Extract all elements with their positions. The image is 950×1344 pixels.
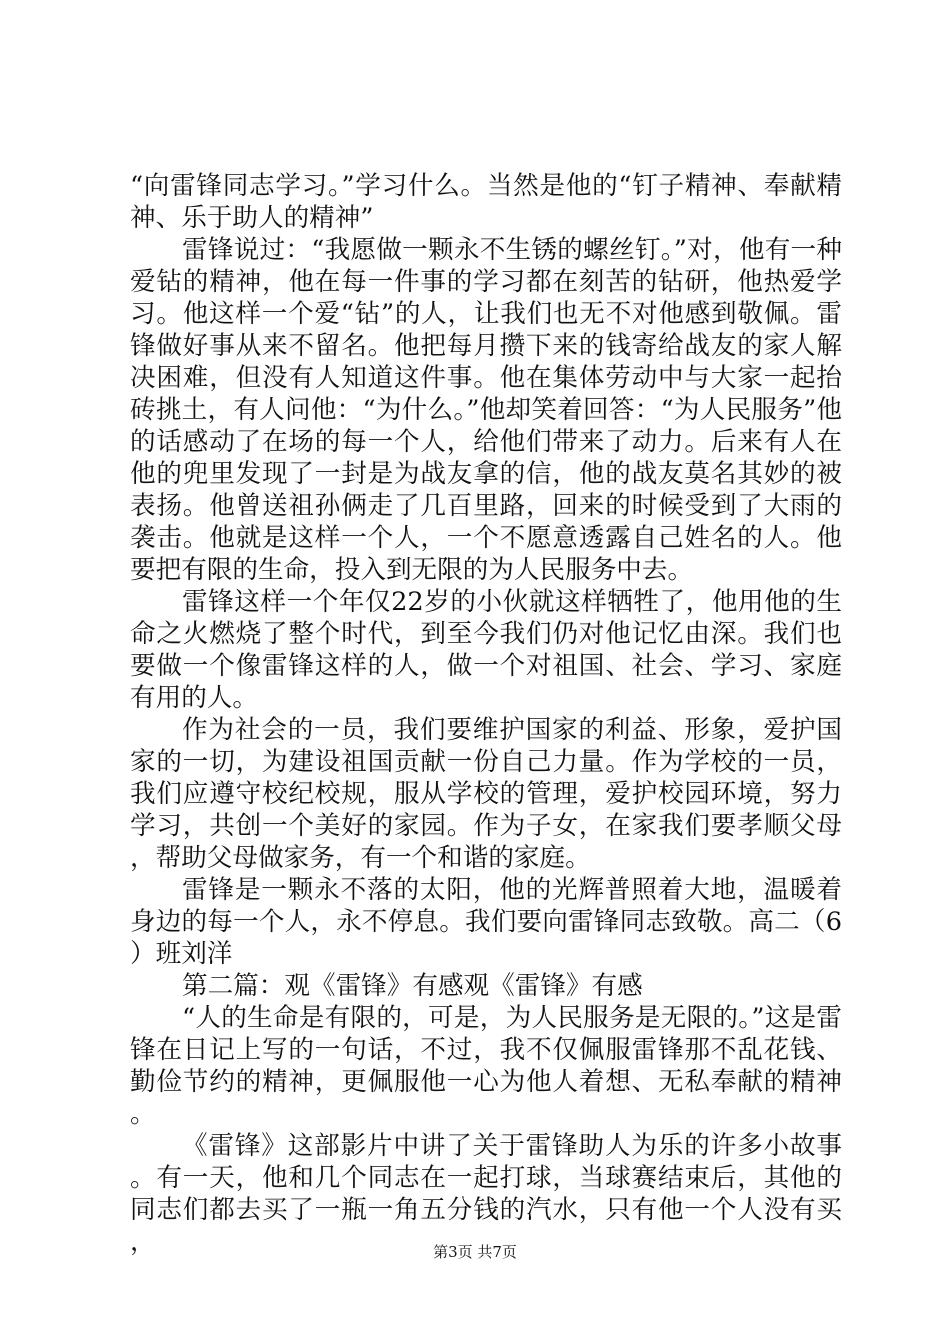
paragraph-1: “向雷锋同志学习。”学习什么。当然是他的“钉子精神、奉献精神、乐于助人的精神” bbox=[130, 171, 842, 233]
document-body bbox=[130, 170, 842, 1258]
paragraph-3: 雷锋这样一个年仅22岁的小伙就这样牺牲了，他用他的生命之火燃烧了整个时代，到至今我们仍对他记忆由深。我们也要做一个像雷锋这样的人，做一个对祖国、社会、学习、家庭有用的人。 bbox=[130, 587, 842, 713]
paragraph-4: 作为社会的一员，我们要维护国家的利益、形象，爱护国家的一切，为建设祖国贡献一份自己力量。作为学校的一员，我们应遵守校纪校规，服从学校的管理，爱护校园环境，努力学习，共创一个美好的家园。作为子女，在家我们要孝顺父母，帮助父母做家务，有一个和谐的家庭。 bbox=[130, 715, 842, 873]
paragraph-2: 雷锋说过：“我愿做一颗永不生锈的螺丝钉。”对，他有一种爱钻的精神，他在每一件事的学习都在刻苦的钻研，他热爱学习。他这样一个爱“钻”的人，让我们也无不对他感到敬佩。雷锋做好事从来不留名。他把每月攒下来的钱寄给战友的家人解决困难，但没有人知道这件事。他在集体劳动中与大家一起抬砖挑土，有人问他：“为什么。”他却笑着回答：“为人民服务”他的话感动了在场的每一个人，给他们带来了动力。后来有人在他的兜里发现了一封是为战友拿的信，他的战友莫名其妙的被表扬。他曾送祖孙俩走了几百里路，回来的时候受到了大雨的袭击。他就是这样一个人，一个不愿意透露自己姓名的人。他要把有限的生命，投入到无限的为人民服务中去。 bbox=[130, 235, 842, 585]
section-heading: 第二篇：观《雷锋》有感观《雷锋》有感 bbox=[182, 971, 643, 1001]
paragraph-7: “人的生命是有限的，可是，为人民服务是无限的。”这是雷锋在日记上写的一句话，不过，我不仅佩服雷锋那不乱花钱、勤俭节约的精神，更佩服他一心为他人着想、无私奉献的精神。 bbox=[130, 1003, 842, 1129]
page-footer bbox=[0, 1242, 950, 1262]
paragraph-5: 雷锋是一颗永不落的太阳，他的光辉普照着大地，温暖着身边的每一个人，永不停息。我们要向雷锋同志致敬。高二（6）班刘洋 bbox=[130, 875, 842, 969]
paragraph-8: 《雷锋》这部影片中讲了关于雷锋助人为乐的许多小故事。有一天，他和几个同志在一起打球，当球赛结束后，其他的同志们都去买了一瓶一角五分钱的汽水，只有他一个人没有买， bbox=[130, 1131, 842, 1257]
page-number-label: 第3页 共7页 bbox=[433, 1243, 517, 1261]
